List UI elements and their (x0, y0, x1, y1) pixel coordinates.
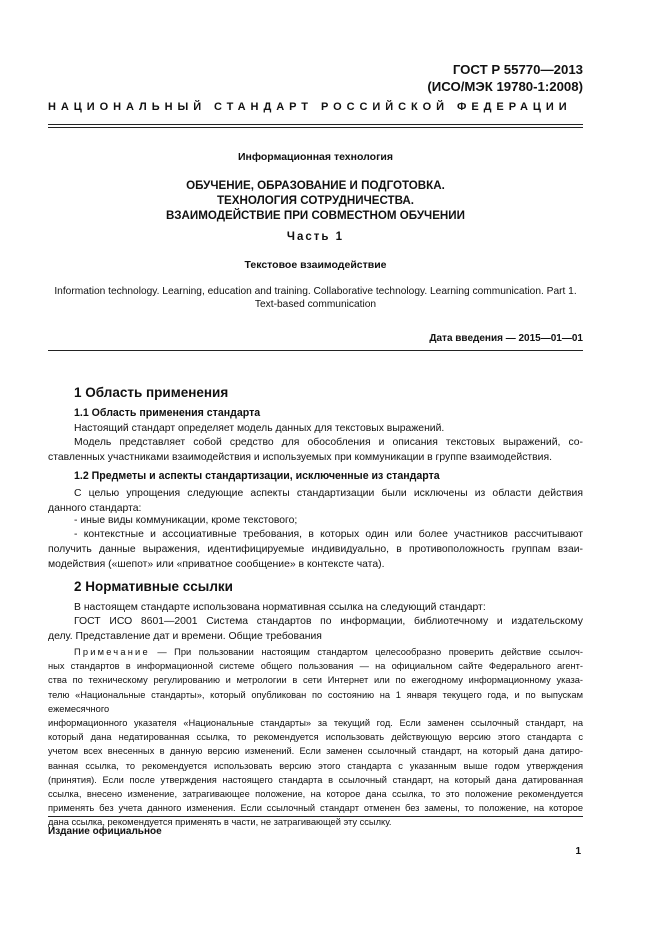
note-line (48, 645, 583, 659)
note-line: ссылка, внесено изменение, затрагивающее положение, на которое дана ссылка, то это положение рекомендуется (48, 789, 583, 800)
note-first-text: — При пользовании настоящим стандартом целесообразно проверить действие ссылоч- (149, 647, 583, 657)
note-line: ванная ссылка, то рекомендуется использовать версию этого стандарта с указанным выше годом утверждения (48, 760, 583, 771)
paragraph-line: получить данные выражения, идентифицируемые индивидуально, в противоположность группам взаи- (48, 543, 583, 555)
banner-divider (48, 124, 583, 125)
paragraph-line: ГОСТ ИСО 8601—2001 Система стандартов по информации, библиотечному и издательскому (74, 616, 583, 627)
edition-label: Издание официальное (48, 826, 162, 837)
national-standard-banner: НАЦИОНАЛЬНЫЙ СТАНДАРТ РОССИЙСКОЙ ФЕДЕРАЦИИ (48, 101, 572, 113)
footer-divider (48, 816, 583, 817)
main-title-line: ОБУЧЕНИЕ, ОБРАЗОВАНИЕ И ПОДГОТОВКА. (186, 179, 445, 192)
paragraph-line: - контекстные и ассоциативные требования, в которых один или более участников рассчитывают (74, 529, 583, 540)
note-line: информационного указателя «Национальные стандарты» за текущий год. Если заменен ссылочный стандарт, на (48, 718, 583, 729)
note-line: учетом всех внесенных в данную версию изменений. Если заменен ссылочный стандарт, на который дана датиро- (48, 746, 583, 757)
paragraph-line: модействия («шепот» или «приватное сообщение» в контексте чата). (48, 558, 385, 570)
main-title (48, 178, 583, 223)
paragraph (48, 615, 583, 645)
note-line: который дана недатированная ссылка, то рекомендуется использовать действующую версию этого стандарта с (48, 732, 583, 743)
section-1-heading (74, 385, 228, 400)
standard-equivalent: (ИСО/МЭК 19780-1:2008) (427, 79, 583, 94)
main-title-line: ВЗАИМОДЕЙСТВИЕ ПРИ СОВМЕСТНОМ ОБУЧЕНИИ (166, 209, 465, 222)
list-item: - иные виды коммуникации, кроме текстового; (74, 515, 298, 526)
standard-number: ГОСТ Р 55770—2013 (452, 62, 583, 77)
english-title-line: Text-based communication (254, 299, 377, 310)
subsection-1-1-heading (74, 407, 260, 419)
subsection-heading-text: 1.1 Область применения стандарта (74, 407, 261, 419)
english-title (48, 285, 583, 311)
note-block (48, 645, 583, 830)
note-line: телю «Национальные стандарты», который опубликован по состоянию на 1 января текущего года, и по выпускам ежемесячного (48, 689, 583, 714)
paragraph-line: Модель представляет собой средство для обособления и описания текстовых выражений, со- (74, 437, 583, 448)
note-label: Примечание (74, 647, 150, 657)
section-heading-text: 2 Нормативные ссылки (74, 579, 233, 594)
note-line: ства по техническому регулированию и метрологии в сети Интернет или по ежегодному информационному указа- (48, 675, 583, 686)
subtitle: Текстовое взаимодействие (244, 259, 387, 271)
list-item (48, 528, 583, 572)
introduction-date: Дата введения — 2015—01—01 (429, 333, 583, 344)
paragraph (48, 436, 583, 466)
paragraph-line: делу. Представление дат и времени. Общие требования (48, 630, 322, 642)
paragraph-line: С целью упрощения следующие аспекты стандартизации были исключены из области действия (74, 488, 583, 499)
main-title-line: ТЕХНОЛОГИЯ СОТРУДНИЧЕСТВА. (216, 194, 415, 207)
title-info: Информационная технология (237, 151, 394, 163)
paragraph: Настоящий стандарт определяет модель данных для текстовых выражений. (74, 423, 445, 434)
subsection-1-2-heading (74, 470, 440, 482)
part-label: Часть 1 (286, 231, 345, 243)
page-number: 1 (575, 846, 581, 857)
section-heading-text: 1 Область применения (74, 385, 229, 400)
note-line: дана ссылка, рекомендуется применять в части, не затрагивающей эту ссылку. (48, 817, 392, 828)
note-line: ных стандартов в информационной системе общего пользования — на официальном сайте Федерального агент- (48, 661, 583, 672)
paragraph (48, 487, 583, 517)
section-2-heading (74, 579, 233, 594)
paragraph-line: ставленных участниками взаимодействия и используемых при коммуникации в группе взаимодействия. (48, 451, 552, 463)
paragraph: В настоящем стандарте использована нормативная ссылка на следующий стандарт: (74, 602, 486, 613)
banner-divider-2 (48, 127, 583, 128)
note-line: применять без учета данного изменения. Если ссылочный стандарт отменен без замены, то положение, на которое (48, 803, 583, 814)
subsection-heading-text: 1.2 Предметы и аспекты стандартизации, исключенные из стандарта (74, 470, 440, 482)
date-divider (48, 350, 583, 351)
paragraph-line: данного стандарта: (48, 502, 142, 514)
note-line: (принятия). Если после утверждения настоящего стандарта в ссылочный стандарт, на который дана датированная (48, 774, 583, 785)
english-title-line: Information technology. Learning, education and training. Collaborative technology. Learning communication. Part 1. (54, 286, 577, 297)
